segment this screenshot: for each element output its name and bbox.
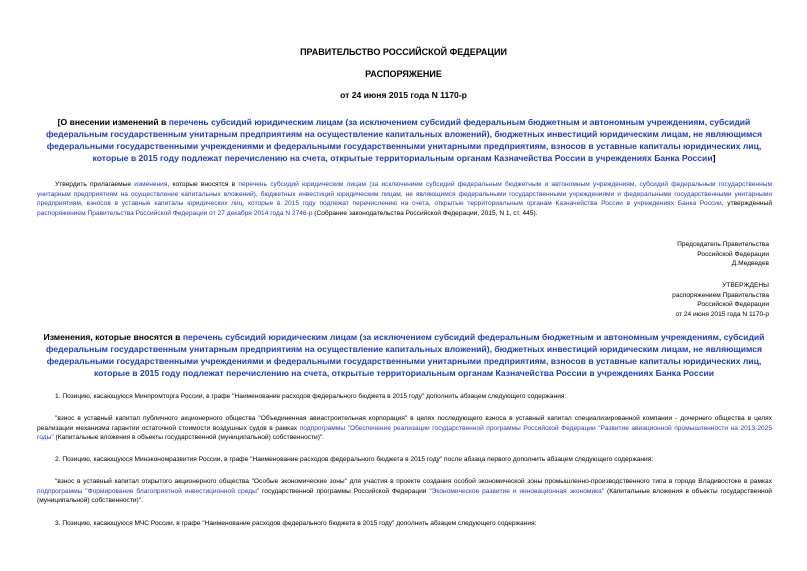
quote-2-text-3: (Капитальные вложения в объекты государственной (муниципальной) собственности)". bbox=[37, 487, 772, 505]
signature-line-2: Российской Федерации bbox=[697, 250, 769, 258]
quote-1-text-1: "взнос в уставный капитал публичного акционерного общества "Объединенная авиастроительная корпорация" в целях последующего взноса в уставный капитал специализированной компании - дочернего общества в целях реализации механизма гарантии остаточной стоимости воздушных судов в рамках bbox=[37, 415, 772, 432]
intro-text-4: (Собрание законодательства Российской Федерации, 2015, N 1, ст. 445). bbox=[312, 210, 538, 218]
document-title-link[interactable]: перечень субсидий юридическим лицам (за исключением субсидий федеральным бюджетным и автономным учреждениям, субсидий федеральным государственным унитарным предприятиям на осуществление капитальных вложений), бюджетных инвестиций юридическим лицам, не являющимся федеральными государственными учреждениями и федеральными государственными унитарными предприятиям, взносов в уставные капиталы юридических лиц, которые в 2015 году подлежат перечислению на счета, открытые территориальным органам Казначейства России в учреждениях Банка России bbox=[45, 117, 763, 163]
approval-line-4: от 24 июня 2015 года N 1170-р bbox=[675, 311, 769, 319]
intro-text-1: Утвердить прилагаемые bbox=[55, 181, 135, 188]
document-title-suffix: ] bbox=[712, 153, 716, 163]
changes-title-prefix: Изменения, которые вносятся в bbox=[43, 332, 183, 342]
item-2-paragraph: 2. Позицию, касающуюся Минэкономразвития России, в графе "Наименование расходов федерального бюджета в 2015 году" после абзаца первого дополнить абзацем следующего содержания: bbox=[55, 456, 654, 463]
quote-2-paragraph bbox=[37, 477, 772, 506]
intro-link-changes[interactable]: изменения bbox=[134, 181, 168, 188]
intro-link-decree[interactable]: распоряжением Правительства Российской Федерации от 27 декабря 2014 года N 2746-р bbox=[37, 210, 313, 218]
intro-text-2: , которые вносятся в bbox=[167, 181, 239, 188]
quote-1-link[interactable]: подпрограммы "Обеспечение реализации государственной программы Российской Федерации "Развитие авиационной промышленности на 2013-2025 годы" bbox=[37, 424, 772, 442]
quote-1-text-2: (Капитальные вложения в объекты государственной (муниципальной) собственности)". bbox=[53, 434, 325, 442]
document-title bbox=[36, 116, 772, 164]
item-3-paragraph: 3. Позицию, касающуюся МЧС России, в графе "Наименование расходов федерального бюджета в 2015 году" дополнить абзацем следующего содержания: bbox=[55, 520, 537, 527]
quote-2-link-program[interactable]: "Экономическое развитие и инновационная экономика" bbox=[429, 487, 605, 495]
document-date-number: от 24 июня 2015 года N 1170-р bbox=[340, 90, 467, 100]
approval-line-1: УТВЕРЖДЕНЫ bbox=[722, 282, 769, 289]
quote-1-paragraph bbox=[37, 414, 772, 443]
quote-2-text-2: государственной программы Российской Федерации bbox=[259, 487, 430, 495]
approval-block bbox=[672, 281, 769, 320]
changes-title bbox=[36, 331, 772, 379]
intro-link-list[interactable]: перечень субсидий юридическим лицам (за исключением субсидий федеральным бюджетным и автономным учреждениям, субсидий федеральным государственным унитарным предприятиям на осуществление капитальных вложений), бюджетных инвестиций юридическим лицам, не являющимся федеральными государственными учреждениями и федеральными государственными унитарными предприятиям, взносов в уставные капиталы юридических лиц, которые в 2015 году подлежат перечислению на счета, открытые территориальным органам Казначейства России в учреждениях Банка России bbox=[37, 181, 772, 208]
item-1-paragraph: 1. Позицию, касающуюся Минпромторга России, в графе "Наименование расходов федерального бюджета в 2015 году" дополнить абзацем следующего содержания: bbox=[55, 393, 567, 400]
signature-line-3: Д.Медведев bbox=[731, 260, 769, 268]
document-type-heading: РАСПОРЯЖЕНИЕ bbox=[365, 69, 442, 79]
quote-2-link-subprogram[interactable]: подпрограммы "Формирование благоприятной инвестиционной среды" bbox=[37, 487, 260, 495]
intro-text-3: , утвержденный bbox=[721, 200, 772, 208]
changes-title-link[interactable]: перечень субсидий юридическим лицам (за исключением субсидий федеральным бюджетным и автономным учреждениям, субсидий федеральным государственным унитарным предприятиям на осуществление капитальных вложений), бюджетных инвестиций юридическим лицам, не являющимся федеральными государственными учреждениями и федеральными государственными унитарными предприятиям, взносов в уставные капиталы юридических лиц, которые в 2015 году подлежат перечислению на счета, открытые территориальным органам Казначейства России в учреждениях Банка России bbox=[45, 332, 765, 378]
intro-paragraph bbox=[37, 180, 772, 219]
signature-line-1: Председатель Правительства bbox=[677, 241, 769, 248]
quote-2-text-1: "взнос в уставный капитал открытого акционерного общества "Особые экономические зоны" для участия в проекте создания особой экономической зоны промышленно-производственного типа в городе Владивостоке в рамках bbox=[55, 478, 772, 485]
approval-line-3: Российской Федерации bbox=[697, 301, 769, 309]
signature-block bbox=[677, 240, 769, 269]
document-title-prefix: [О внесении изменений в bbox=[57, 117, 169, 127]
authority-heading: ПРАВИТЕЛЬСТВО РОССИЙСКОЙ ФЕДЕРАЦИИ bbox=[300, 47, 507, 57]
approval-line-2: распоряжением Правительства bbox=[672, 291, 769, 299]
